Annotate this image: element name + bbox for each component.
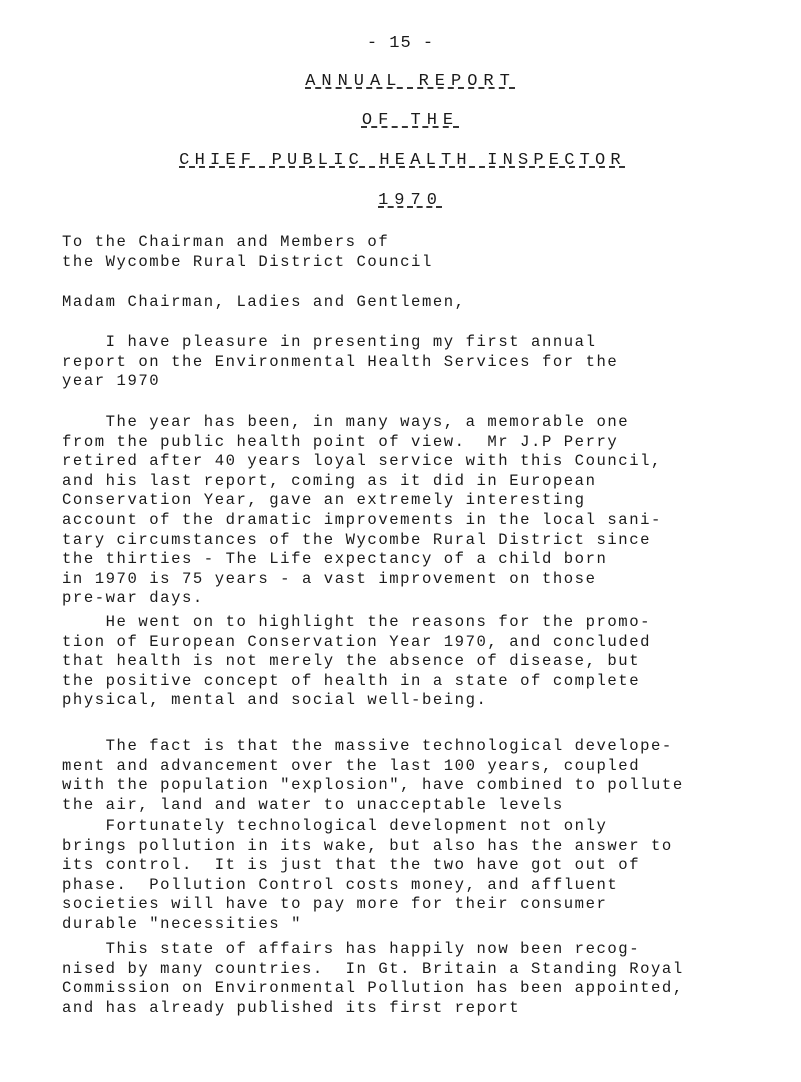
body-paragraph-3: He went on to highlight the reasons for the promo- tion of European Conservation Year 1970, and concluded that health is not merely the absence of disease, but the positive concept of health in a state of complete physical, mental and social well-being. — [62, 613, 652, 710]
address-block: To the Chairman and Members of the Wycombe Rural District Council — [62, 233, 433, 271]
salutation: Madam Chairman, Ladies and Gentlemen, — [62, 293, 466, 311]
body-paragraph-6: This state of affairs has happily now been recog- nised by many countries. In Gt. Britain a Standing Royal Commission on Environmental Pollution has been appointed, and has already published its first report — [62, 940, 684, 1017]
report-title-line-1: ANNUAL REPORT — [305, 72, 516, 91]
report-year: 1970 — [378, 191, 443, 210]
body-paragraph-1: I have pleasure in presenting my first annual report on the Environmental Health Services for the year 1970 — [62, 333, 619, 391]
body-paragraph-4: The fact is that the massive technological develope- ment and advancement over the last 100 years, coupled with the population "explosion", have combined to pollute the air, land and water to unacceptable levels — [62, 737, 684, 814]
body-paragraph-5: Fortunately technological development not only brings pollution in its wake, but also has the answer to its control. It is just that the two have got out of phase. Pollution Control costs money, and affluent societies will have to pay more for their consumer durable "necessities " — [62, 817, 673, 933]
body-paragraph-2: The year has been, in many ways, a memorable one from the public health point of view. Mr J.P Perry retired after 40 years loyal service with this Council, and his last report, coming as it did in European Conservation Year, gave an extremely interesting account of the dramatic improvements in the local sani- tary circumstances of the Wycombe Rural District since the thirties - The Life expectancy of a child born in 1970 is 75 years - a vast improvement on those pre-war days. — [62, 413, 662, 608]
page-number: - 15 - — [366, 34, 435, 53]
report-title-line-2: OF THE — [361, 111, 460, 130]
report-title-line-3: CHIEF PUBLIC HEALTH INSPECTOR — [179, 151, 626, 170]
